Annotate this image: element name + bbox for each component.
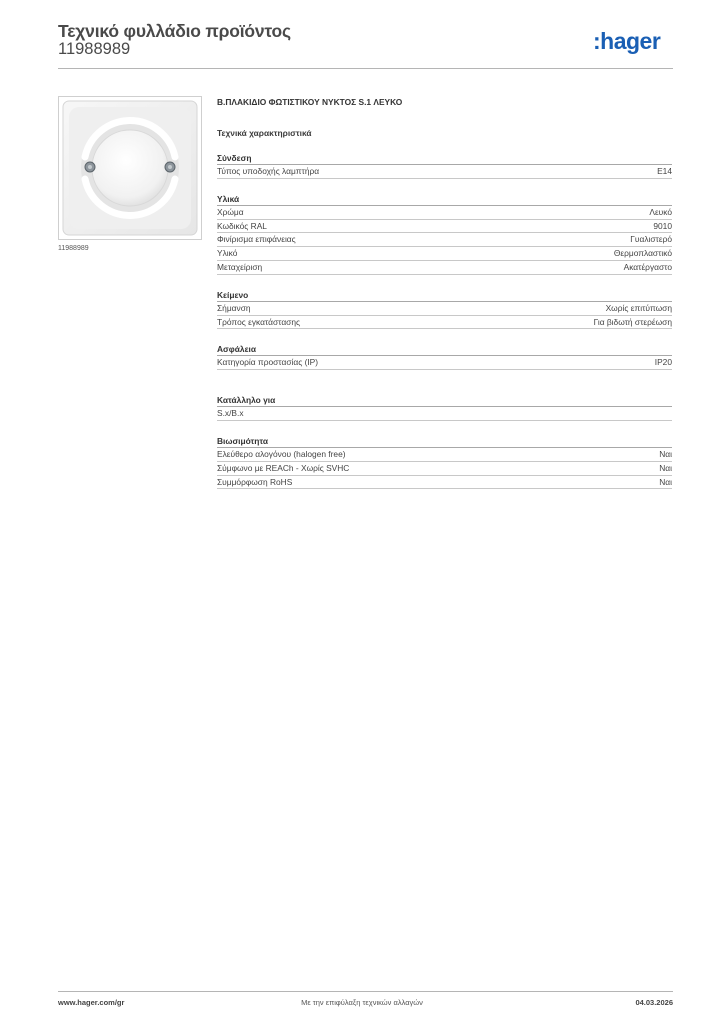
header-divider — [58, 68, 673, 69]
spec-label: Σύμφωνο με REACh - Χωρίς SVHC — [217, 462, 350, 473]
spec-row — [217, 165, 672, 179]
product-code: 11988989 — [58, 40, 131, 58]
footer-note: Με την επιφύλαξη τεχνικών αλλαγών — [301, 998, 423, 1007]
spec-row — [217, 233, 672, 247]
section-suitable-for — [217, 394, 672, 421]
hager-logo — [593, 29, 673, 55]
section-title: Υλικά — [217, 193, 672, 206]
spec-value: Για βιδωτή στερέωση — [593, 316, 672, 327]
spec-value: Ναι — [659, 448, 672, 459]
spec-row — [217, 462, 672, 476]
section-materials — [217, 193, 672, 275]
spec-row — [217, 316, 672, 330]
spec-value: Ακατέργαστο — [623, 261, 672, 272]
spec-label: Κατηγορία προστασίας (IP) — [217, 357, 319, 368]
spec-label: Τύπος υποδοχής λαμπτήρα — [217, 166, 320, 176]
section-title: Σύνδεση — [217, 152, 672, 165]
spec-label: Χρώμα — [217, 206, 244, 217]
spec-value: Λευκό — [649, 206, 672, 217]
footer-divider — [58, 991, 673, 992]
spec-row — [217, 220, 672, 234]
spec-value: Χωρίς επιτύπωση — [605, 302, 672, 313]
spec-label: Συμμόρφωση RoHS — [217, 476, 293, 487]
section-title: Κατάλληλο για — [217, 394, 672, 407]
spec-label: Υλικό — [217, 248, 238, 259]
image-caption: 11988989 — [58, 245, 89, 252]
spec-subtitle: Τεχνικά χαρακτηριστικά — [217, 128, 312, 138]
spec-row — [217, 302, 672, 316]
spec-value: 9010 — [653, 220, 672, 231]
spec-label: S.x/B.x — [217, 408, 244, 419]
spec-row — [217, 476, 672, 490]
section-connection — [217, 152, 672, 179]
spec-label: Ελεύθερο αλογόνου (halogen free) — [217, 448, 346, 459]
spec-value: Γυαλιστερό — [630, 234, 672, 245]
section-title: Ασφάλεια — [217, 343, 672, 356]
logo-text: :hager — [593, 29, 661, 54]
spec-value: IP20 — [654, 357, 672, 368]
spec-row — [217, 448, 672, 462]
section-safety — [217, 343, 672, 370]
footer-website-link[interactable]: www.hager.com/gr — [58, 998, 125, 1007]
spec-row — [217, 356, 672, 370]
section-title: Κείμενο — [217, 289, 672, 302]
spec-value: E14 — [657, 166, 672, 176]
document-title: Τεχνικό φυλλάδιο προϊόντος — [58, 21, 291, 41]
spec-label: Κωδικός RAL — [217, 220, 267, 231]
night-light-plate-illustration — [59, 97, 201, 239]
footer-date: 04.03.2026 — [635, 998, 673, 1007]
spec-panel — [217, 96, 672, 489]
spec-row — [217, 261, 672, 275]
spec-label: Φινίρισμα επιφάνειας — [217, 234, 296, 245]
spec-row — [217, 206, 672, 220]
spec-value: Ναι — [659, 462, 672, 473]
product-image — [58, 96, 202, 240]
section-text — [217, 289, 672, 330]
spec-row — [217, 247, 672, 261]
product-name: Β.ΠΛΑΚΙΔΙΟ ΦΩΤΙΣΤΙΚΟΥ ΝΥΚΤΟΣ S.1 ΛΕΥΚΟ — [217, 97, 403, 107]
section-sustainability — [217, 435, 672, 489]
section-title: Βιωσιμότητα — [217, 435, 672, 448]
spec-label: Σήμανση — [217, 302, 251, 313]
spec-value: Ναι — [659, 476, 672, 487]
spec-label: Τρόπος εγκατάστασης — [217, 316, 301, 327]
spec-value: Θερμοπλαστικό — [613, 248, 672, 259]
spec-row — [217, 407, 672, 421]
spec-label: Μεταχείριση — [217, 261, 263, 272]
